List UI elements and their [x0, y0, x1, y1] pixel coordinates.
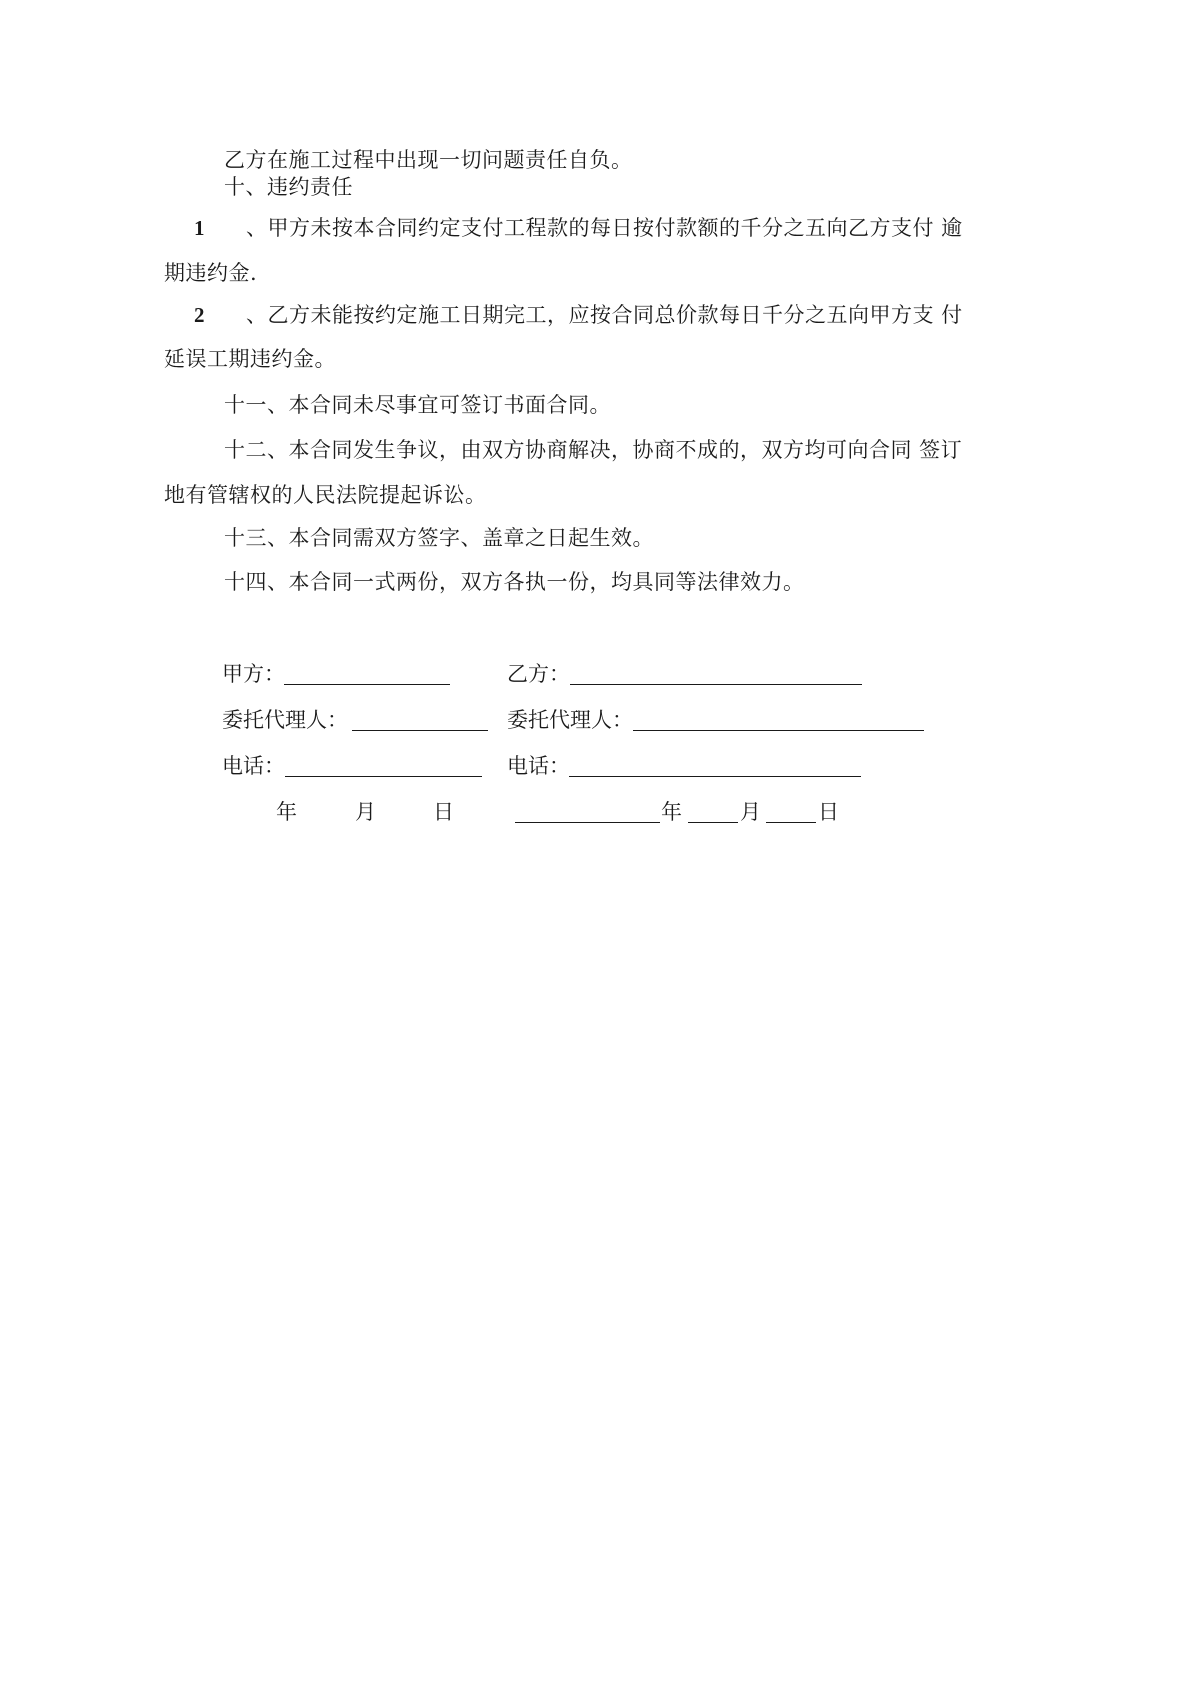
clause-2-line-1 [194, 301, 963, 329]
clause-number: 2 [194, 303, 205, 327]
agent-a-signature-line [352, 730, 488, 731]
clause-number: 1 [194, 216, 205, 240]
party-a-label: 甲方： [222, 662, 285, 686]
date-b-year-line [515, 822, 660, 823]
agent-b-label: 委托代理人： [507, 708, 633, 732]
phone-b-label: 电话： [507, 754, 570, 778]
paragraph-responsibility: 乙方在施工过程中出现一切问题责任自负。 [224, 148, 633, 172]
paragraph-eleven: 十一、本合同未尽事宜可签订书面合同。 [224, 393, 611, 417]
phone-a-label: 电话： [222, 754, 285, 778]
date-b-year: 年 [661, 800, 682, 824]
paragraph-twelve-line-2: 地有管辖权的人民法院提起诉讼。 [164, 483, 487, 507]
phone-a-line [285, 776, 482, 777]
section-heading-breach: 十、违约责任 [224, 175, 353, 199]
paragraph-thirteen: 十三、本合同需双方签字、盖章之日起生效。 [224, 526, 654, 550]
date-b-day-line [766, 822, 816, 823]
clause-text: 、乙方未能按约定施工日期完工，应按合同总价款每日千分之五向甲方支 付 [246, 303, 963, 327]
date-b-month: 月 [740, 800, 761, 824]
clause-1-line-1 [194, 214, 963, 242]
clause-2-line-2: 延误工期违约金。 [164, 347, 336, 371]
date-a-month: 月 [355, 800, 376, 824]
date-b-day: 日 [818, 800, 839, 824]
agent-b-signature-line [633, 730, 924, 731]
agent-a-label: 委托代理人： [222, 708, 348, 732]
paragraph-twelve-line-1: 十二、本合同发生争议，由双方协商解决，协商不成的，双方均可向合同 签订 [224, 438, 963, 462]
date-a-day: 日 [433, 800, 454, 824]
paragraph-fourteen: 十四、本合同一式两份，双方各执一份，均具同等法律效力。 [224, 570, 805, 594]
party-b-signature-line [570, 684, 862, 685]
phone-b-line [569, 776, 861, 777]
date-a-year: 年 [276, 800, 297, 824]
clause-text: 、甲方未按本合同约定支付工程款的每日按付款额的千分之五向乙方支付 逾 [246, 216, 963, 240]
date-b-month-line [688, 822, 738, 823]
party-b-label: 乙方： [507, 662, 570, 686]
party-a-signature-line [284, 684, 450, 685]
clause-1-line-2: 期违约金. [164, 261, 258, 285]
